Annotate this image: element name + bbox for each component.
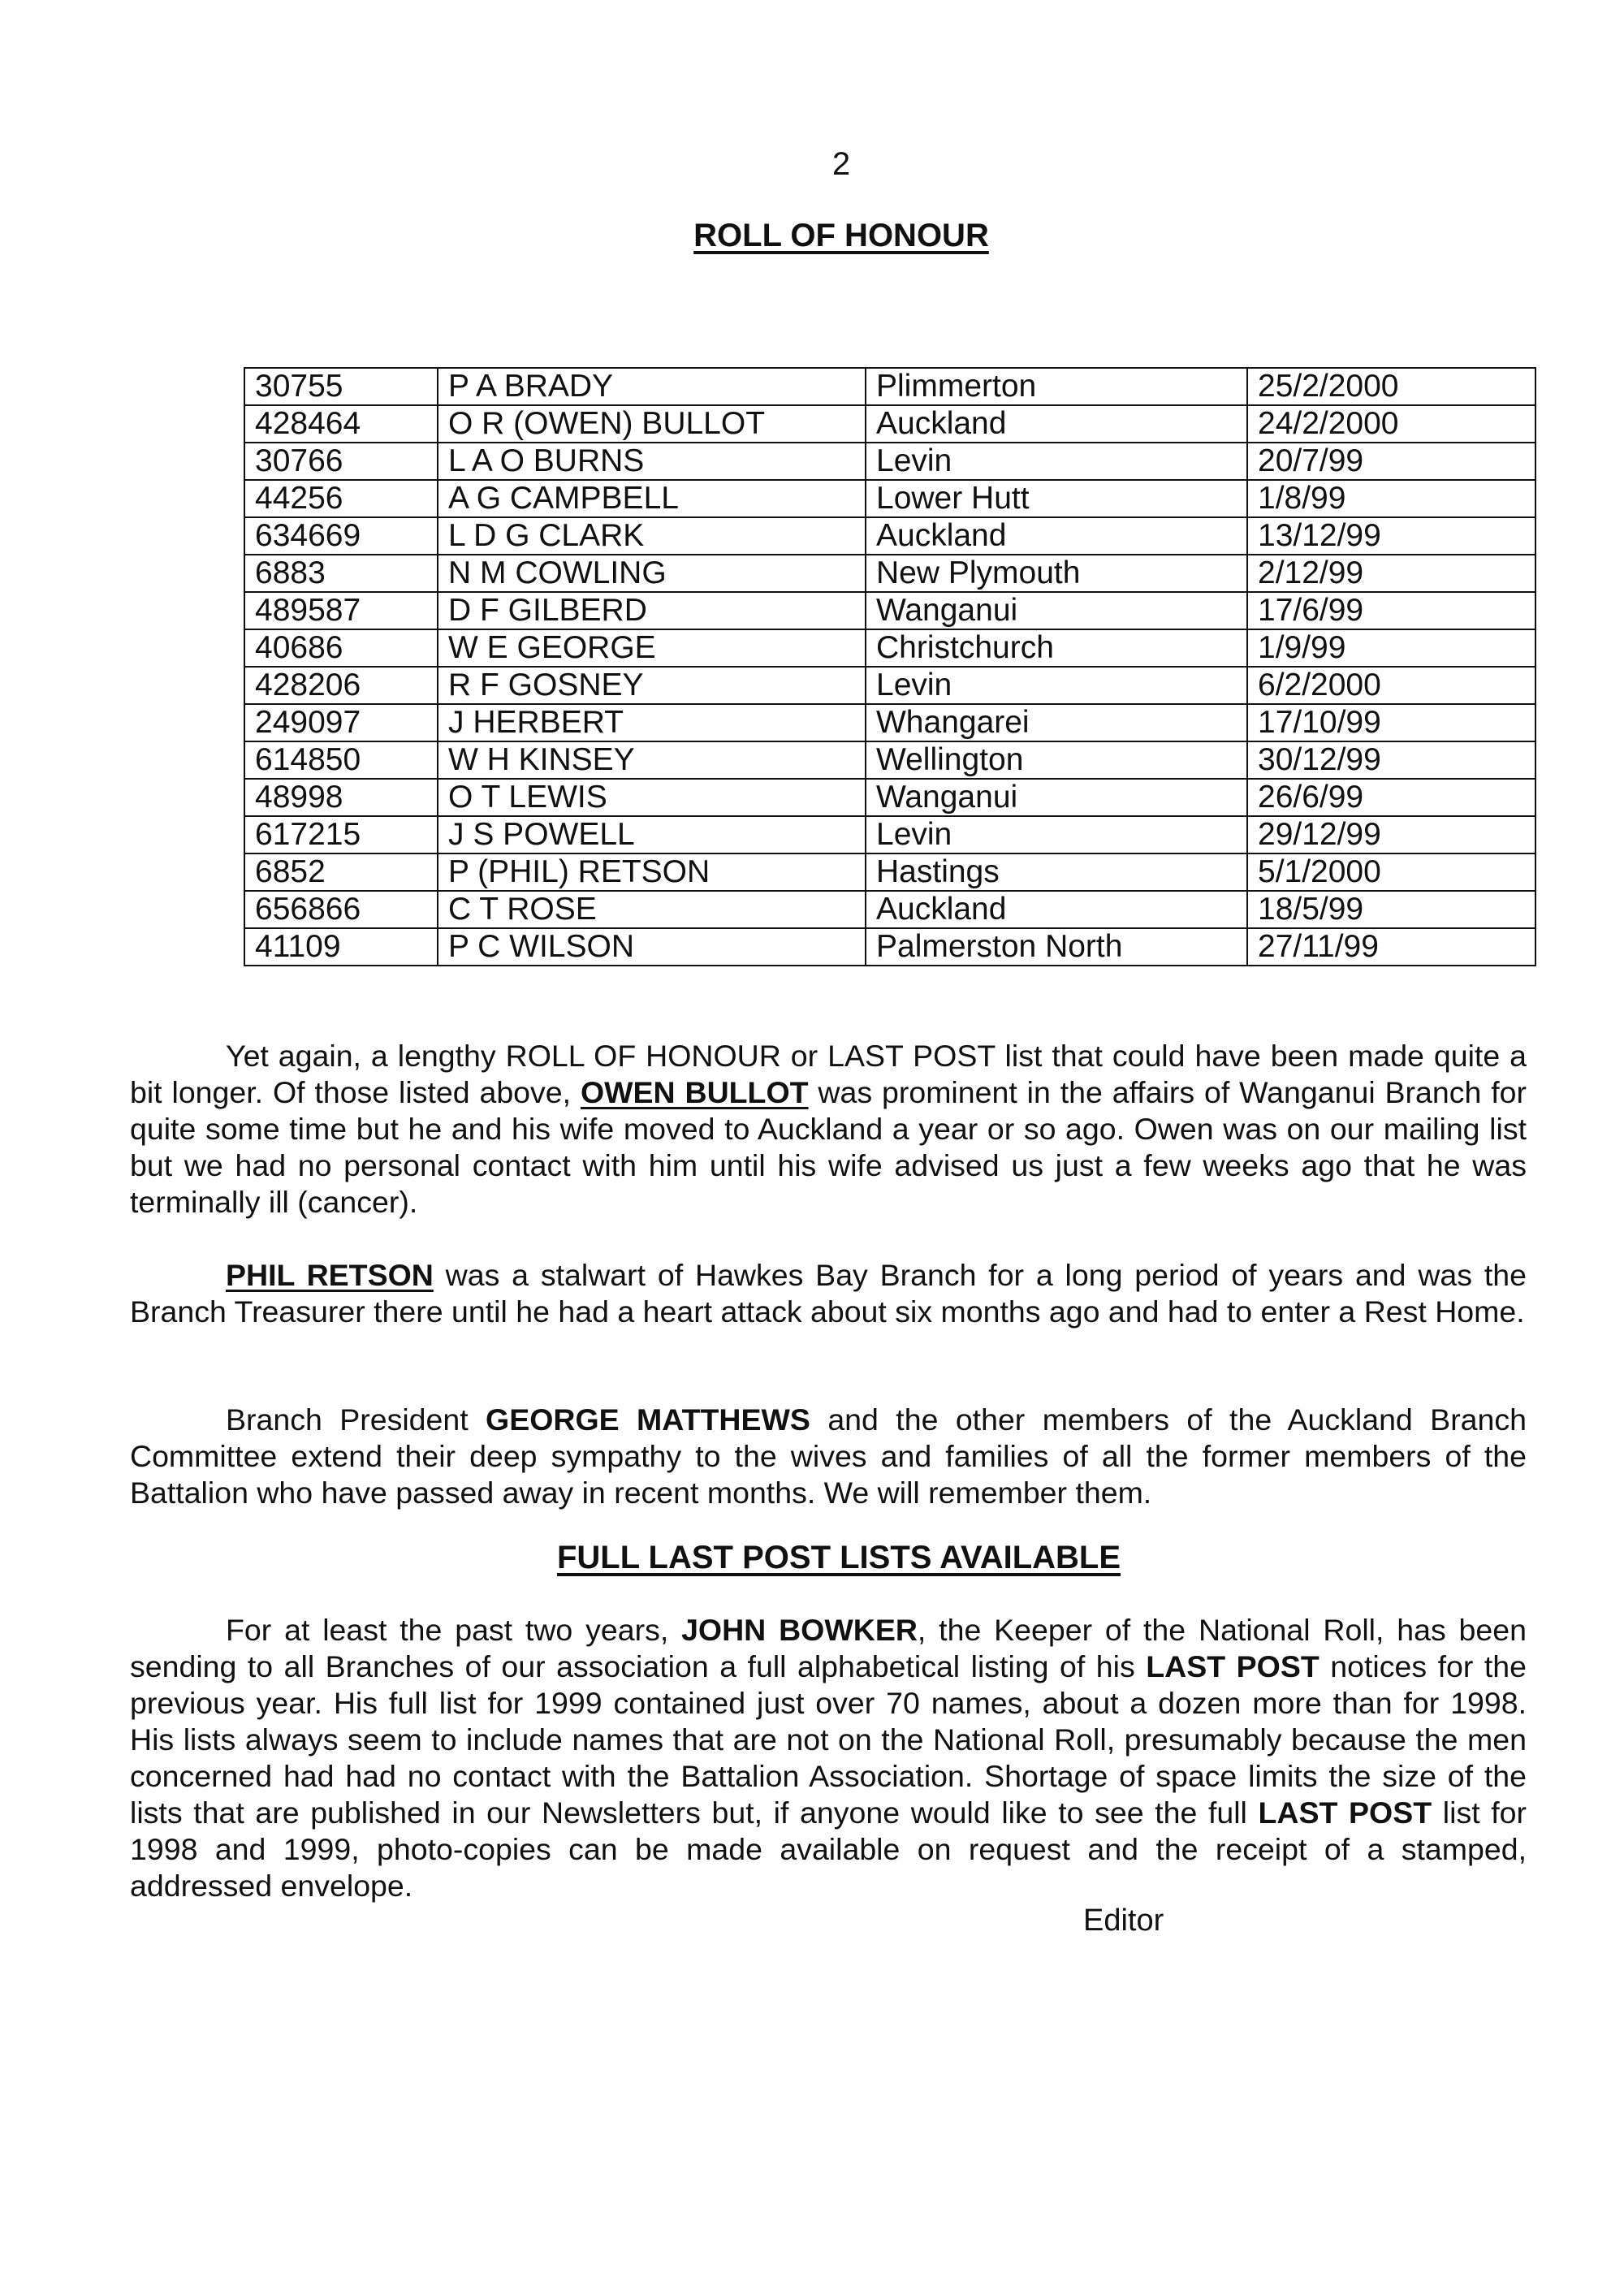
term-last-post: LAST POST <box>1146 1649 1320 1683</box>
name-cell: R F GOSNEY <box>438 667 866 704</box>
name-cell: L D G CLARK <box>438 517 866 555</box>
date-cell: 24/2/2000 <box>1247 405 1535 443</box>
paragraph-text: Yet again, a lengthy ROLL OF HONOUR or LAST POST list that could have been made quite a bit longer. Of those listed above, <box>130 1039 1527 1109</box>
location-cell: Auckland <box>866 891 1247 928</box>
service-number-cell: 30755 <box>244 368 438 405</box>
paragraph-text: , the Keeper of the National Roll, has been sending to all Branches of our association a full alphabetical listing of his <box>130 1613 1527 1683</box>
service-number-cell: 48998 <box>244 779 438 816</box>
paragraph-phil-retson <box>130 1257 1527 1330</box>
location-cell: Auckland <box>866 517 1247 555</box>
table-row <box>244 517 1535 555</box>
table-row <box>244 741 1535 779</box>
date-cell: 2/12/99 <box>1247 555 1535 592</box>
service-number-cell: 634669 <box>244 517 438 555</box>
name-cell: J HERBERT <box>438 704 866 741</box>
location-cell: Whangarei <box>866 704 1247 741</box>
name-cell: P (PHIL) RETSON <box>438 853 866 891</box>
date-cell: 30/12/99 <box>1247 741 1535 779</box>
paragraph-text: For at least the past two years, <box>226 1613 682 1647</box>
service-number-cell: 30766 <box>244 443 438 480</box>
section-heading-last-post-lists: FULL LAST POST LISTS AVAILABLE <box>556 1540 1121 1575</box>
date-cell: 5/1/2000 <box>1247 853 1535 891</box>
service-number-cell: 656866 <box>244 891 438 928</box>
date-cell: 25/2/2000 <box>1247 368 1535 405</box>
service-number-cell: 428464 <box>244 405 438 443</box>
location-cell: Wellington <box>866 741 1247 779</box>
service-number-cell: 41109 <box>244 928 438 966</box>
location-cell: Auckland <box>866 405 1247 443</box>
date-cell: 27/11/99 <box>1247 928 1535 966</box>
date-cell: 26/6/99 <box>1247 779 1535 816</box>
date-cell: 1/9/99 <box>1247 629 1535 667</box>
table-row <box>244 480 1535 517</box>
name-owen-bullot: OWEN BULLOT <box>580 1075 809 1109</box>
location-cell: Wanganui <box>866 779 1247 816</box>
name-cell: N M COWLING <box>438 555 866 592</box>
table-row <box>244 816 1535 853</box>
name-cell: L A O BURNS <box>438 443 866 480</box>
paragraph-text: was prominent in the affairs of Wanganui Branch for quite some time but he and his wife moved to Auckland a year or so ago. Owen was on our mailing list but we had no personal contact with him until his wife advised us just a few weeks ago that he was terminally ill (cancer). <box>130 1075 1527 1219</box>
table-row <box>244 853 1535 891</box>
name-cell: P A BRADY <box>438 368 866 405</box>
table-row <box>244 629 1535 667</box>
paragraph-text: and the other members of the Auckland Branch Committee extend their deep sympathy to the wives and families of all the former members of the Battalion who have passed away in recent months. We will remember them. <box>130 1402 1527 1510</box>
name-cell: O R (OWEN) BULLOT <box>438 405 866 443</box>
name-phil-retson: PHIL RETSON <box>226 1258 434 1292</box>
name-cell: J S POWELL <box>438 816 866 853</box>
name-cell: D F GILBERD <box>438 592 866 629</box>
table-row <box>244 368 1535 405</box>
table-row <box>244 779 1535 816</box>
term-last-post: LAST POST <box>1258 1796 1432 1830</box>
location-cell: Christchurch <box>866 629 1247 667</box>
paragraph-text: notices for the previous year. His full list for 1999 contained just over 70 names, about a dozen more than for 1998. His lists always seem to include names that are not on the National Roll, presumably because the men concerned had had no contact with the Battalion Association. Shortage of space limits the size of the lists that are published in our Newsletters but, if anyone would like to see the full <box>130 1649 1527 1830</box>
paragraph-text: list for 1998 and 1999, photo-copies can be made available on request and the receipt of a stamped, addressed envelope. <box>130 1796 1527 1903</box>
date-cell: 29/12/99 <box>1247 816 1535 853</box>
service-number-cell: 489587 <box>244 592 438 629</box>
roll-of-honour-table <box>244 367 1536 966</box>
service-number-cell: 617215 <box>244 816 438 853</box>
name-cell: C T ROSE <box>438 891 866 928</box>
paragraph-sympathy <box>130 1402 1527 1511</box>
table-row <box>244 704 1535 741</box>
date-cell: 17/6/99 <box>1247 592 1535 629</box>
service-number-cell: 428206 <box>244 667 438 704</box>
date-cell: 20/7/99 <box>1247 443 1535 480</box>
page-title: ROLL OF HONOUR <box>693 218 989 253</box>
name-cell: W H KINSEY <box>438 741 866 779</box>
paragraph-owen-bullot <box>130 1038 1527 1221</box>
date-cell: 18/5/99 <box>1247 891 1535 928</box>
name-cell: A G CAMPBELL <box>438 480 866 517</box>
paragraph-text: Branch President <box>226 1402 486 1437</box>
service-number-cell: 44256 <box>244 480 438 517</box>
editor-signature: Editor <box>1083 1904 1164 1938</box>
table-row <box>244 555 1535 592</box>
location-cell: Levin <box>866 667 1247 704</box>
table-row <box>244 891 1535 928</box>
name-george-matthews: GEORGE MATTHEWS <box>486 1402 810 1437</box>
table-row <box>244 667 1535 704</box>
location-cell: New Plymouth <box>866 555 1247 592</box>
name-john-bowker: JOHN BOWKER <box>681 1613 918 1647</box>
date-cell: 17/10/99 <box>1247 704 1535 741</box>
date-cell: 6/2/2000 <box>1247 667 1535 704</box>
location-cell: Hastings <box>866 853 1247 891</box>
service-number-cell: 6883 <box>244 555 438 592</box>
paragraph-text: was a stalwart of Hawkes Bay Branch for a long period of years and was the Branch Treasurer there until he had a heart attack about six months ago and had to enter a Rest Home. <box>130 1258 1527 1329</box>
table-row <box>244 928 1535 966</box>
name-cell: O T LEWIS <box>438 779 866 816</box>
date-cell: 13/12/99 <box>1247 517 1535 555</box>
name-cell: W E GEORGE <box>438 629 866 667</box>
table-row <box>244 443 1535 480</box>
service-number-cell: 614850 <box>244 741 438 779</box>
location-cell: Lower Hutt <box>866 480 1247 517</box>
location-cell: Wanganui <box>866 592 1247 629</box>
location-cell: Levin <box>866 816 1247 853</box>
location-cell: Levin <box>866 443 1247 480</box>
service-number-cell: 6852 <box>244 853 438 891</box>
location-cell: Plimmerton <box>866 368 1247 405</box>
roll-table-body <box>244 368 1535 966</box>
service-number-cell: 40686 <box>244 629 438 667</box>
service-number-cell: 249097 <box>244 704 438 741</box>
page-number: 2 <box>831 146 851 182</box>
paragraph-last-post-lists <box>130 1612 1527 1904</box>
table-row <box>244 405 1535 443</box>
name-cell: P C WILSON <box>438 928 866 966</box>
table-row <box>244 592 1535 629</box>
date-cell: 1/8/99 <box>1247 480 1535 517</box>
location-cell: Palmerston North <box>866 928 1247 966</box>
